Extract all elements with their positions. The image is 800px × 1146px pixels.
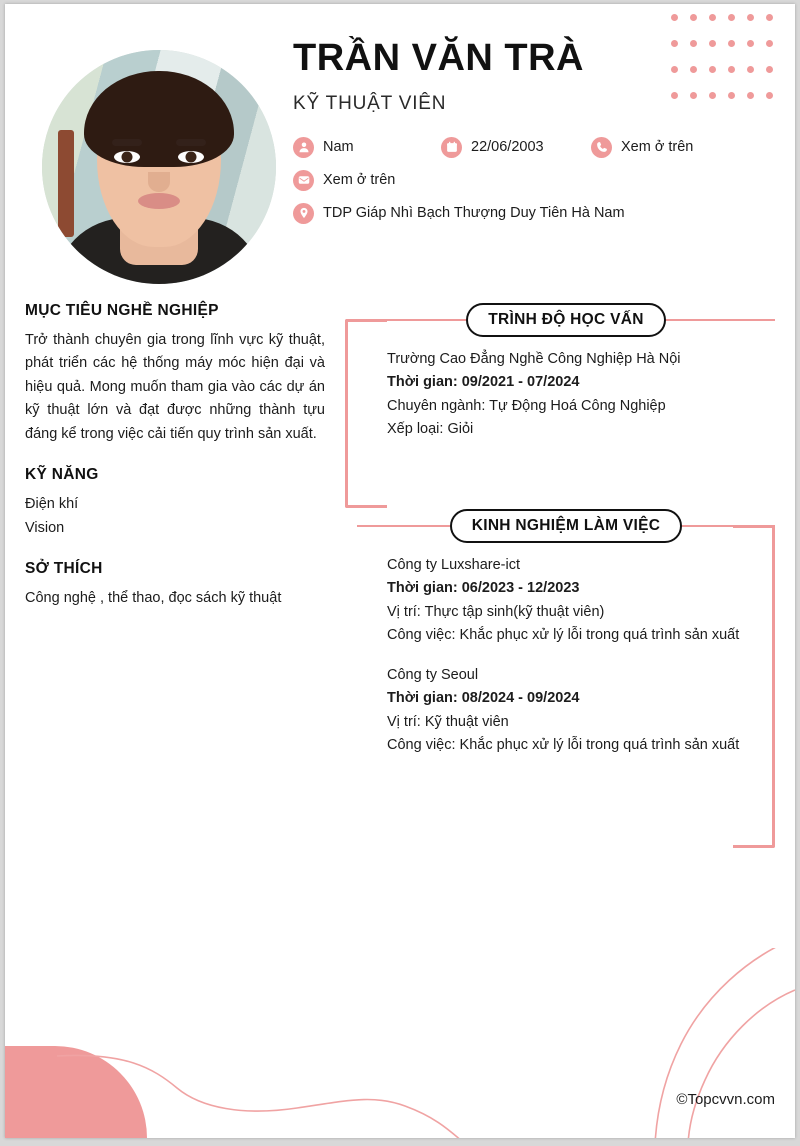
list-item: Vision	[25, 519, 65, 536]
wave-decoration	[5, 948, 795, 1138]
contact-email-value: Xem ở trên	[323, 172, 396, 189]
cv-page	[5, 4, 795, 1138]
experience-company: Công ty Seoul	[387, 666, 479, 683]
avatar	[42, 50, 276, 284]
education-bracket-decoration	[345, 319, 387, 508]
contact-phone	[591, 137, 693, 158]
location-pin-icon	[293, 203, 314, 224]
job-title: KỸ THUẬT VIÊN	[293, 92, 447, 114]
section-education	[343, 302, 775, 508]
section-skills	[25, 466, 325, 540]
person-icon	[293, 137, 314, 158]
experience-duties: Công việc: Khắc phục xử lý lỗi trong quá trình sản xuất	[387, 737, 740, 754]
experience-time: Thời gian: 08/2024 - 09/2024	[387, 690, 580, 707]
hobbies-body: Công nghệ , thể thao, đọc sách kỹ thuật	[25, 590, 282, 607]
experience-time: Thời gian: 06/2023 - 12/2023	[387, 580, 580, 597]
objective-title: MỤC TIÊU NGHỀ NGHIỆP	[25, 302, 219, 319]
pill-line-left	[357, 319, 466, 321]
watermark: ©Topcvvn.com	[676, 1091, 775, 1108]
pill-line-right	[666, 319, 775, 321]
cv-header	[5, 4, 795, 284]
contact-phone-value: Xem ở trên	[621, 139, 694, 156]
experience-header-row	[343, 508, 775, 544]
experience-company: Công ty Luxshare-ict	[387, 557, 520, 573]
contact-row-2	[293, 170, 761, 191]
left-column	[25, 302, 343, 848]
contact-address	[293, 203, 625, 224]
experience-entry	[387, 664, 747, 758]
header-text-block	[293, 28, 775, 284]
photo-container	[25, 28, 293, 284]
experience-section-title: KINH NGHIỆM LÀM VIỆC	[450, 509, 683, 543]
contact-birthdate	[441, 137, 591, 158]
education-school: Trường Cao Đẳng Nghề Công Nghiệp Hà Nội	[387, 351, 681, 367]
experience-entry	[387, 554, 747, 648]
calendar-icon	[441, 137, 462, 158]
pill-line-left	[357, 525, 450, 527]
education-entries	[343, 338, 775, 448]
skills-title: KỸ NĂNG	[25, 466, 99, 484]
experience-position: Vị trí: Thực tập sinh(kỹ thuật viên)	[387, 603, 605, 620]
contact-address-value: TDP Giáp Nhì Bạch Thượng Duy Tiên Hà Nam	[323, 205, 625, 222]
education-time: Thời gian: 09/2021 - 07/2024	[387, 374, 580, 391]
contact-birthdate-value: 22/06/2003	[471, 139, 544, 156]
education-header-row	[343, 302, 775, 338]
section-experience	[343, 508, 775, 848]
experience-position: Vị trí: Kỹ thuật viên	[387, 713, 509, 730]
hobbies-title: SỞ THÍCH	[25, 560, 103, 578]
list-item: Điện khí	[25, 496, 79, 513]
pill-line-right	[682, 525, 775, 527]
contact-row-1	[293, 137, 761, 158]
contact-info	[293, 137, 761, 224]
phone-icon	[591, 137, 612, 158]
envelope-icon	[293, 170, 314, 191]
experience-duties: Công việc: Khắc phục xử lý lỗi trong quá trình sản xuất	[387, 627, 740, 644]
section-hobbies	[25, 560, 325, 610]
experience-bracket-decoration	[733, 525, 775, 848]
contact-row-3	[293, 203, 761, 224]
experience-entries	[343, 544, 775, 764]
objective-body: Trở thành chuyên gia trong lĩnh vực kỹ thuật, phát triển các hệ thống máy móc hiện đại và hiệu quả. Mong muốn tham gia vào các dự án kỹ thuật lớn và đạt được những thành tựu đáng kể trong việc cải tiến quy trình sản xuất.	[25, 332, 325, 442]
cv-body	[5, 284, 795, 848]
section-objective	[25, 302, 325, 446]
education-major: Chuyên ngành: Tự Động Hoá Công Nghiệp	[387, 397, 666, 414]
education-grade: Xếp loại: Giỏi	[387, 421, 474, 438]
page-title: TRẦN VĂN TRÀ	[293, 37, 584, 79]
right-column	[343, 302, 775, 848]
contact-gender	[293, 137, 441, 158]
contact-email	[293, 170, 395, 191]
contact-gender-value: Nam	[323, 139, 354, 156]
education-entry	[387, 348, 747, 442]
education-section-title: TRÌNH ĐỘ HỌC VẤN	[466, 303, 666, 337]
